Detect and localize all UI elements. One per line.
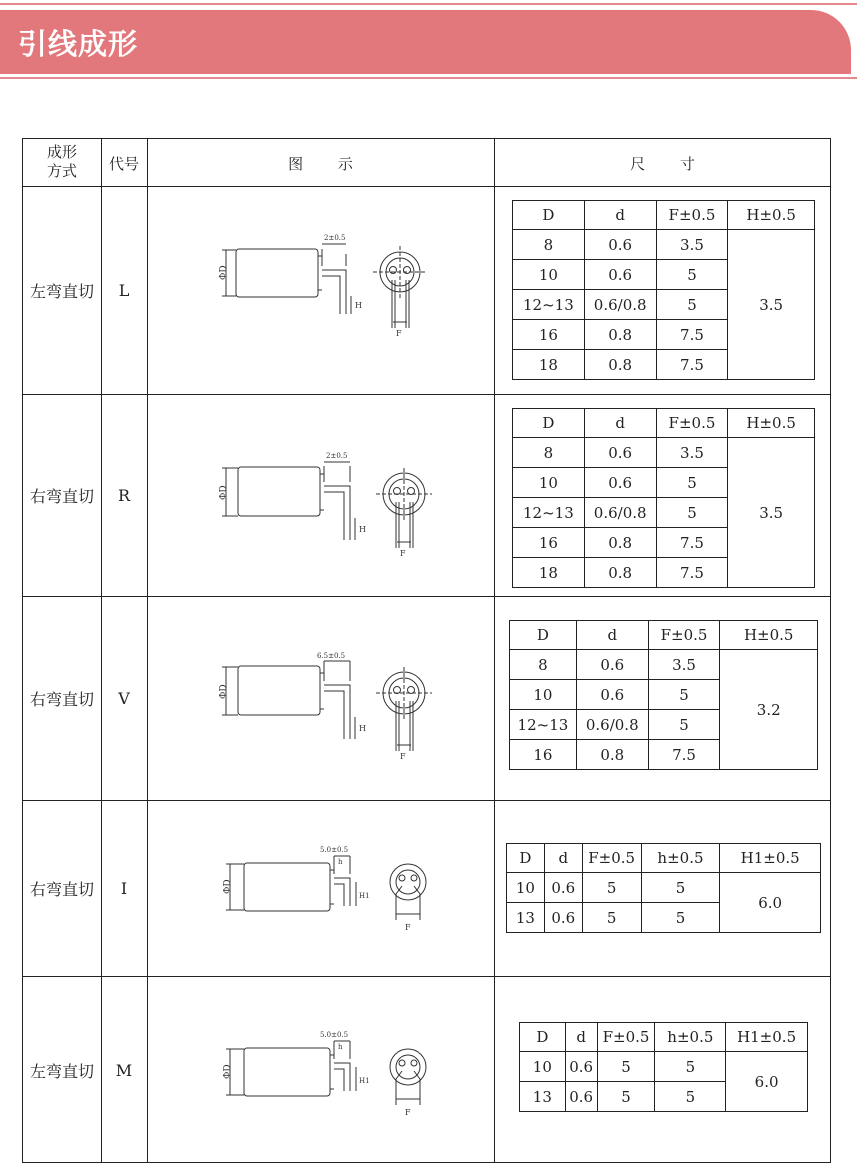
merged-cell: 6.0 (720, 873, 821, 933)
col-header: d (544, 844, 582, 873)
banner-bottom-line (0, 77, 857, 79)
header-figure: 图 示 (288, 155, 353, 173)
banner-top-line (0, 3, 857, 5)
merged-cell: 3.2 (720, 650, 818, 770)
table-cell: 5 (656, 498, 728, 528)
h-label: h (338, 1043, 343, 1051)
dia-label: ΦD (219, 485, 229, 500)
col-header: H1±0.5 (720, 844, 821, 873)
table-cell: 16 (513, 320, 585, 350)
col-header: F±0.5 (582, 844, 641, 873)
dia-label: ΦD (219, 684, 229, 699)
table-cell: 0.6 (584, 468, 656, 498)
table-cell: 10 (510, 680, 577, 710)
dimension-table-M (519, 1022, 808, 1112)
table-cell: 3.5 (656, 230, 728, 260)
table-cell: 5 (656, 290, 728, 320)
table-cell: 0.6 (584, 260, 656, 290)
h1-label: H1 (359, 1077, 370, 1085)
table-cell: 5 (597, 1082, 655, 1112)
row-code: V (118, 689, 130, 708)
table-cell: 5 (648, 680, 720, 710)
table-cell: 12~13 (513, 290, 585, 320)
table-cell: 5 (582, 903, 641, 933)
col-header: F±0.5 (656, 201, 728, 230)
table-cell: 10 (507, 873, 545, 903)
table-cell: 5 (641, 873, 720, 903)
pitch-label: 2±0.5 (326, 452, 348, 460)
h-label: h (338, 858, 343, 866)
dimension-table-R (512, 408, 815, 588)
table-cell: 18 (513, 350, 585, 380)
table-cell: 5 (655, 1082, 726, 1112)
table-cell: 0.8 (584, 320, 656, 350)
merged-cell: 6.0 (726, 1052, 808, 1112)
dimension-table-I (506, 843, 821, 933)
lead-forming-diagram (218, 651, 458, 771)
h-label: H (359, 724, 366, 733)
table-cell: 13 (520, 1082, 566, 1112)
header-shape-method (23, 143, 101, 181)
table-cell: 0.6 (544, 873, 582, 903)
lead-forming-diagram (218, 846, 458, 936)
table-cell: 0.6 (565, 1052, 597, 1082)
dimension-table-L (512, 200, 815, 380)
col-divider (494, 139, 495, 1162)
table-cell: 12~13 (513, 498, 585, 528)
lead-forming-table (22, 138, 831, 1163)
col-divider (147, 139, 148, 1162)
table-cell: 8 (513, 438, 585, 468)
table-cell: 10 (513, 468, 585, 498)
col-header: D (507, 844, 545, 873)
table-cell: 10 (520, 1052, 566, 1082)
table-cell: 0.6/0.8 (584, 290, 656, 320)
col-header: d (565, 1023, 597, 1052)
table-cell: 13 (507, 903, 545, 933)
col-header: H±0.5 (720, 621, 818, 650)
table-cell: 18 (513, 558, 585, 588)
section-banner (0, 10, 851, 74)
table-cell: 7.5 (656, 320, 728, 350)
table-cell: 7.5 (656, 558, 728, 588)
table-cell: 3.5 (656, 438, 728, 468)
f-label: F (405, 1108, 411, 1117)
f-label: F (396, 329, 402, 338)
row-method: 右弯直切 (29, 487, 94, 506)
table-cell: 0.6 (565, 1082, 597, 1112)
table-cell: 0.8 (584, 558, 656, 588)
merged-cell: 3.5 (728, 438, 815, 588)
col-header: H±0.5 (728, 409, 815, 438)
dia-label: ΦD (223, 879, 233, 894)
dimension-table-V (509, 620, 818, 770)
table-cell: 0.8 (576, 740, 648, 770)
row-code: R (117, 486, 131, 505)
table-cell: 8 (513, 230, 585, 260)
table-cell: 0.8 (584, 350, 656, 380)
dia-label: ΦD (219, 265, 229, 280)
table-cell: 10 (513, 260, 585, 290)
table-cell: 0.6 (584, 230, 656, 260)
table-cell: 5 (656, 260, 728, 290)
col-header: d (584, 409, 656, 438)
h-label: H (359, 525, 366, 534)
row-method: 右弯直切 (29, 880, 94, 899)
row-method: 右弯直切 (29, 690, 94, 709)
col-header: D (513, 409, 585, 438)
col-header: d (584, 201, 656, 230)
lead-forming-diagram (218, 444, 458, 564)
pitch-label: 6.5±0.5 (317, 652, 346, 660)
col-header: D (513, 201, 585, 230)
pitch-label: 2±0.5 (324, 234, 346, 242)
row-method: 左弯直切 (29, 282, 94, 301)
table-cell: 5 (582, 873, 641, 903)
row-code: M (115, 1060, 133, 1080)
dia-label: ΦD (223, 1064, 233, 1079)
merged-cell: 3.5 (728, 230, 815, 380)
table-cell: 5 (648, 710, 720, 740)
table-cell: 12~13 (510, 710, 577, 740)
table-cell: 7.5 (656, 528, 728, 558)
row-method: 左弯直切 (29, 1061, 94, 1081)
table-cell: 16 (510, 740, 577, 770)
h-label: H (355, 301, 362, 310)
table-cell: 5 (655, 1052, 726, 1082)
col-header: d (576, 621, 648, 650)
header-shape-line1: 成形 (46, 143, 77, 161)
section-title: 引线成形 (18, 27, 139, 61)
lead-forming-diagram (218, 224, 458, 344)
col-header: h±0.5 (655, 1023, 726, 1052)
table-cell: 16 (513, 528, 585, 558)
table-cell: 0.6 (584, 438, 656, 468)
table-cell: 0.6/0.8 (584, 498, 656, 528)
h1-label: H1 (359, 892, 370, 900)
col-header: D (510, 621, 577, 650)
col-header: H±0.5 (728, 201, 815, 230)
f-label: F (400, 752, 406, 761)
col-header: D (520, 1023, 566, 1052)
header-shape-line2: 方式 (46, 162, 77, 180)
table-cell: 0.6 (544, 903, 582, 933)
pitch-label: 5.0±0.5 (320, 846, 349, 854)
table-cell: 5 (597, 1052, 655, 1082)
row-code: L (118, 281, 130, 300)
table-cell: 0.6/0.8 (576, 710, 648, 740)
table-cell: 0.6 (576, 650, 648, 680)
table-cell: 3.5 (648, 650, 720, 680)
col-header: F±0.5 (648, 621, 720, 650)
table-cell: 7.5 (656, 350, 728, 380)
f-label: F (405, 923, 411, 932)
lead-forming-diagram (218, 1031, 458, 1121)
header-dimensions: 尺 寸 (630, 155, 695, 173)
f-label: F (400, 549, 406, 558)
table-cell: 7.5 (648, 740, 720, 770)
table-cell: 8 (510, 650, 577, 680)
header-code: 代号 (108, 155, 139, 173)
col-header: H1±0.5 (726, 1023, 808, 1052)
table-cell: 5 (641, 903, 720, 933)
table-cell: 5 (656, 468, 728, 498)
col-header: F±0.5 (597, 1023, 655, 1052)
table-cell: 0.6 (576, 680, 648, 710)
col-header: F±0.5 (656, 409, 728, 438)
table-cell: 0.8 (584, 528, 656, 558)
row-code: I (120, 879, 128, 898)
pitch-label: 5.0±0.5 (320, 1031, 349, 1039)
col-header: h±0.5 (641, 844, 720, 873)
